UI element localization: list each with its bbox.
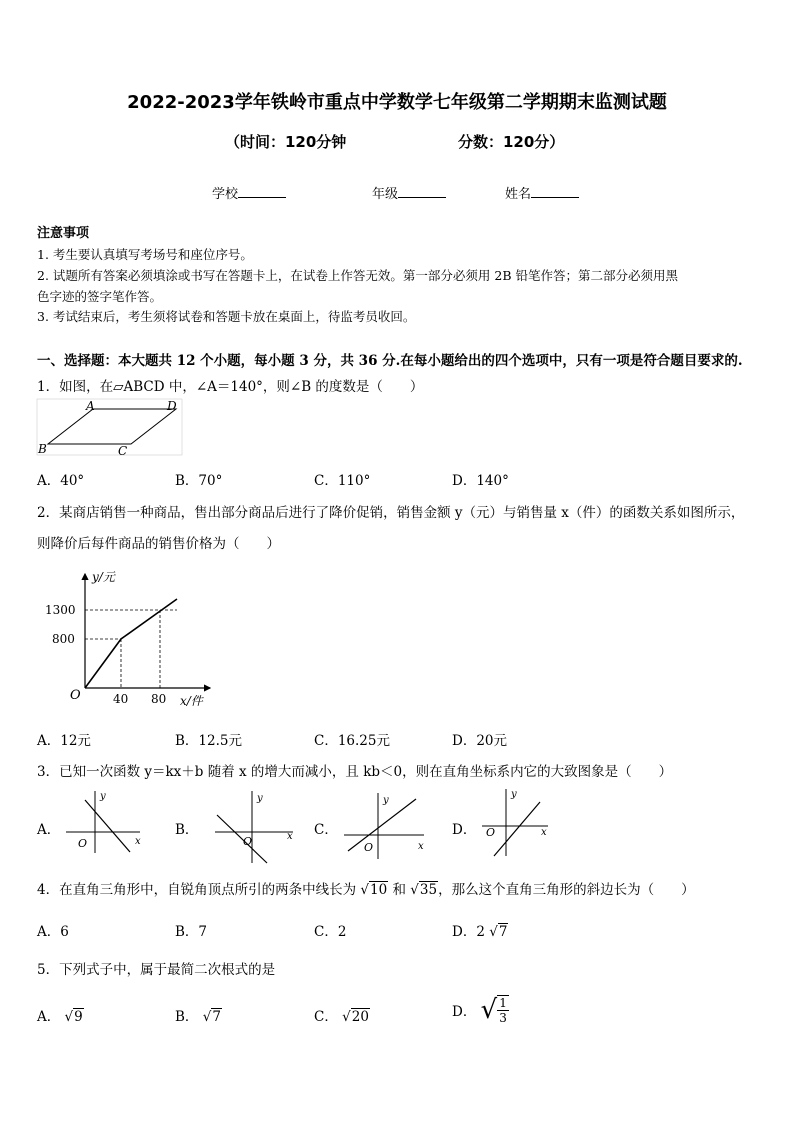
x-axis-label: x/件 (180, 694, 203, 708)
q3-graph-c (340, 789, 430, 861)
q2-option-d[interactable]: D．20元 (452, 733, 508, 749)
q1-option-c[interactable]: C．110° (314, 473, 371, 489)
q4-option-d[interactable]: D．2 √7 (452, 924, 508, 940)
svg-text:O: O (486, 826, 496, 839)
exam-title: 2022-2023学年铁岭市重点中学数学七年级第二学期期末监测试题 (127, 92, 667, 113)
name-field (505, 183, 579, 202)
exam-score: 分数：120分） (458, 133, 565, 151)
svg-text:y: y (257, 793, 263, 804)
sqrt-7: √7 (202, 1009, 221, 1025)
q3-option-a[interactable]: A． (37, 822, 61, 838)
q3-stem: 3．已知一次函数 y＝kx＋b 随着 x 的增大而减小，且 kb＜0，则在直角坐标系内它的大致图象是（ ） (37, 764, 673, 780)
q1-parallelogram-figure (36, 398, 184, 458)
name-blank (531, 185, 579, 198)
svg-text:x: x (287, 831, 293, 842)
sqrt-10: √10 (360, 882, 388, 898)
note-item: 3. 考试结束后，考生须将试卷和答题卡放在桌面上，待监考员收回。 (37, 309, 416, 324)
section-heading: 一、选择题：本大题共 12 个小题，每小题 3 分，共 36 分.在每小题给出的四个选项中，只有一项是符合题目要求的. (37, 353, 743, 369)
q2-option-a[interactable]: A．12元 (37, 733, 91, 749)
q3-option-c[interactable]: C． (314, 822, 338, 838)
fraction-one-third: $\frac{1}{3}$ (499, 996, 507, 1025)
q5-option-d[interactable]: D． √ $\frac{1}{3}$ (452, 995, 507, 1025)
q1-option-b[interactable]: B．70° (175, 473, 223, 489)
svg-text:y: y (511, 789, 517, 800)
q4-option-b[interactable]: B．7 (175, 924, 208, 940)
q2-option-c[interactable]: C．16.25元 (314, 733, 390, 749)
grade-blank (398, 185, 446, 198)
q5-option-b[interactable]: B． √7 (175, 1009, 221, 1025)
sqrt-20: √20 (342, 1009, 369, 1025)
q3-option-b[interactable]: B． (175, 822, 199, 838)
q1-stem: 1．如图，在▱ABCD 中，∠A＝140°，则∠B 的度数是（ ） (37, 379, 424, 395)
q4-option-a[interactable]: A．6 (37, 924, 69, 940)
grade-field (372, 183, 446, 202)
q4-stem-part2: ，那么这个直角三角形的斜边长为（ ） (438, 882, 695, 898)
origin-label: O (70, 688, 81, 703)
q2-option-b[interactable]: B．12.5元 (175, 733, 242, 749)
q4-stem (37, 878, 695, 898)
svg-text:O: O (243, 835, 253, 848)
y-axis-label: y/元 (92, 570, 115, 584)
svg-text:x: x (135, 836, 141, 847)
q3-graph-a (60, 787, 145, 857)
label-D: D (167, 399, 177, 413)
exam-time: （时间：120分钟 (225, 133, 347, 151)
school-blank (238, 185, 286, 198)
label-B: B (38, 442, 47, 456)
q3-graph-d (478, 786, 553, 858)
svg-text:x: x (418, 841, 424, 852)
notes-heading: 注意事项 (37, 226, 90, 241)
q5-stem: 5．下列式子中，属于最简二次根式的是 (37, 962, 276, 978)
tick-40: 40 (113, 692, 129, 706)
svg-text:y: y (383, 795, 389, 806)
q5-option-a[interactable]: A． √9 (37, 1009, 83, 1025)
svg-text:O: O (78, 837, 88, 850)
tick-80: 80 (151, 692, 167, 706)
q2-function-graph (40, 566, 220, 711)
label-A: A (86, 399, 95, 413)
q4-and: 和 (392, 882, 406, 898)
q1-option-d[interactable]: D．140° (452, 473, 509, 489)
svg-text:O: O (364, 841, 374, 854)
q3-graph-b (205, 787, 300, 867)
q4-stem-part1: 4．在直角三角形中，自锐角顶点所引的两条中线长为 (37, 882, 357, 898)
grade-label: 年级 (372, 187, 399, 202)
q3-option-d[interactable]: D． (452, 822, 477, 838)
q4-option-c[interactable]: C．2 (314, 924, 347, 940)
sqrt-9: √9 (64, 1009, 83, 1025)
sqrt-sign: √ (480, 995, 498, 1025)
q1-option-a[interactable]: A．40° (37, 473, 85, 489)
note-item: 2. 试题所有答案必须填涂或书写在答题卡上，在试卷上作答无效。第一部分必须用 2B 铅笔作答；第二部分必须用黑 (37, 268, 678, 283)
tick-1300: 1300 (45, 603, 76, 617)
name-label: 姓名 (505, 187, 532, 202)
note-item: 1. 考生要认真填写考场号和座位序号。 (37, 247, 253, 262)
q5-option-c[interactable]: C． √20 (314, 1009, 369, 1025)
q2-stem-line2: 则降价后每件商品的销售价格为（ ） (37, 536, 280, 552)
svg-text:y: y (100, 791, 106, 802)
sqrt-7: √7 (489, 924, 508, 940)
sales-line (85, 599, 177, 688)
q2-stem-line1: 2．某商店销售一种商品，售出部分商品后进行了降价促销，销售金额 y（元）与销售量 x（件）的函数关系如图所示， (37, 505, 745, 521)
school-field (212, 183, 286, 202)
svg-text:x: x (541, 827, 547, 838)
label-C: C (118, 444, 128, 458)
tick-800: 800 (52, 632, 75, 646)
note-item: 色字迹的签字笔作答。 (37, 289, 163, 304)
school-label: 学校 (212, 187, 239, 202)
sqrt-35: √35 (410, 882, 438, 898)
